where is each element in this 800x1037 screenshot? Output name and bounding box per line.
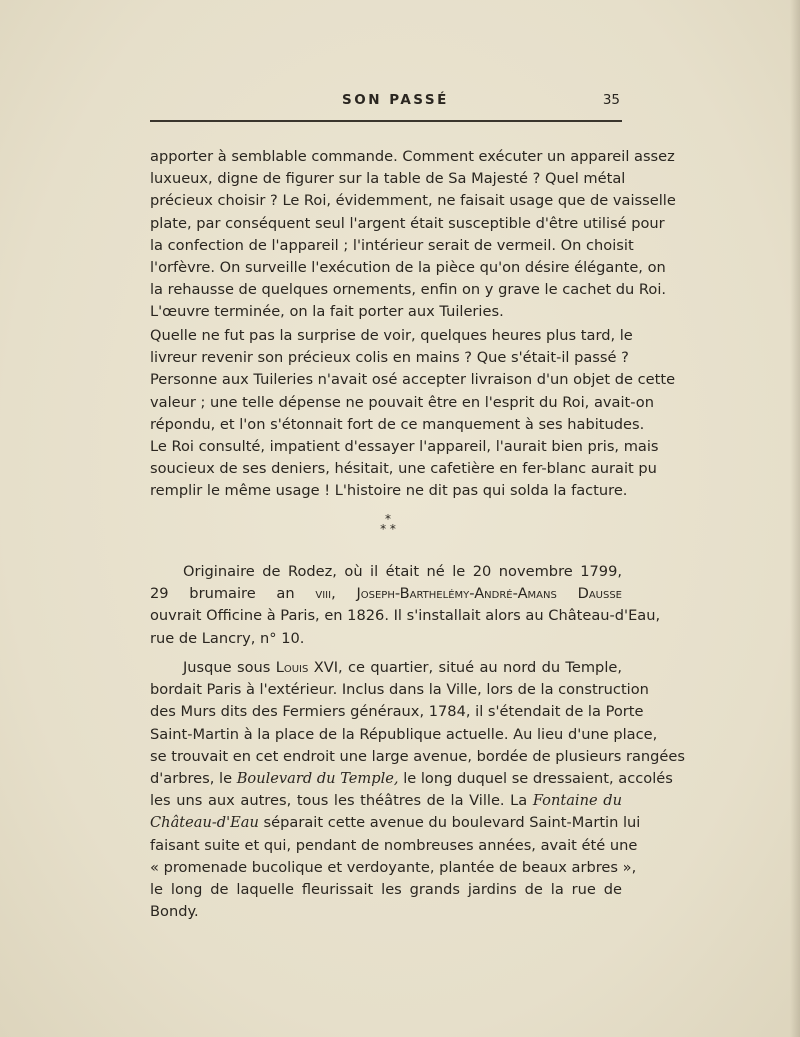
text-line: répondu, et l'on s'étonnait fort de ce manquement à ses habitudes. bbox=[150, 415, 645, 433]
text-line: luxueux, digne de figurer sur la table de Sa Majesté ? Quel métal bbox=[150, 170, 626, 188]
text-line: valeur ; une telle dépense ne pouvait être en l'esprit du Roi, avait-on bbox=[150, 393, 654, 411]
text-line: livreur revenir son précieux colis en mains ? Que s'était-il passé ? bbox=[150, 349, 629, 367]
text-line bbox=[150, 790, 622, 812]
text-run: 29 brumaire an bbox=[150, 585, 316, 603]
text-line: Personne aux Tuileries n'avait osé accepter livraison d'un objet de cette bbox=[150, 371, 676, 389]
text-line: Originaire de Rodez, où il était né le 20 novembre 1799, bbox=[183, 563, 622, 580]
running-title: SON PASSÉ bbox=[342, 92, 449, 108]
text-line: la rehausse de quelques ornements, enfin on y grave le cachet du Roi. bbox=[150, 281, 667, 299]
text-run: Jusque sous bbox=[183, 659, 276, 676]
text-line: plate, par conséquent seul l'argent était susceptible d'être utilisé pour bbox=[150, 214, 665, 232]
text-line bbox=[150, 583, 622, 605]
text-run: , bbox=[331, 585, 357, 603]
text-run: XVI, ce quartier, situé au nord du Temple, bbox=[308, 659, 622, 676]
paragraph-returned-parcel bbox=[150, 325, 676, 503]
text-line: l'orfèvre. On surveille l'exécution de la pièce qu'on désire élégante, on bbox=[150, 259, 666, 277]
text-line: faisant suite et qui, pendant de nombreuses années, avait été une bbox=[150, 836, 638, 854]
text-line: la confection de l'appareil ; l'intérieur serait de vermeil. On choisit bbox=[150, 236, 634, 254]
text-line: ouvrait Officine à Paris, en 1826. Il s'installait alors au Château-d'Eau, bbox=[150, 607, 661, 625]
text-run: séparait cette avenue du boulevard Saint-Martin lui bbox=[258, 814, 641, 832]
text-line bbox=[150, 657, 622, 679]
roman-numeral: viii bbox=[315, 585, 332, 603]
asterism-top: * bbox=[385, 512, 391, 526]
text-line: soucieux de ses deniers, hésitait, une cafetière en fer-blanc aurait pu bbox=[150, 460, 657, 478]
king-name: Louis bbox=[275, 659, 309, 676]
text-line bbox=[150, 768, 673, 790]
paragraph-quarter-history bbox=[150, 657, 685, 923]
page-header bbox=[150, 92, 622, 116]
text-line: bordait Paris à l'extérieur. Inclus dans la Ville, lors de la construction bbox=[150, 681, 649, 699]
text-line: Quelle ne fut pas la surprise de voir, quelques heures plus tard, le bbox=[150, 327, 633, 344]
text-line bbox=[150, 812, 641, 834]
section-asterism bbox=[368, 514, 408, 534]
text-line: L'œuvre terminée, on la fait porter aux Tuileries. bbox=[150, 303, 504, 321]
text-line: remplir le même usage ! L'histoire ne dit pas qui solda la facture. bbox=[150, 482, 628, 500]
paragraph-dausse-origin bbox=[150, 561, 661, 650]
text-run: d'arbres, le bbox=[150, 770, 237, 788]
text-line: apporter à semblable commande. Comment exécuter un appareil assez bbox=[150, 148, 675, 165]
text-line: Le Roi consulté, impatient d'essayer l'appareil, l'aurait bien pris, mais bbox=[150, 438, 659, 456]
italic-place-name: Boulevard du Temple, bbox=[236, 770, 399, 788]
asterism-bottom: * * bbox=[380, 522, 396, 536]
text-run: les uns aux autres, tous les théâtres de la Ville. La bbox=[150, 792, 533, 810]
text-line: des Murs dits des Fermiers généraux, 1784, il s'étendait de la Porte bbox=[150, 703, 644, 721]
person-name: Joseph-Barthelémy-André-Amans Dausse bbox=[356, 585, 623, 603]
text-run: le long duquel se dressaient, accolés bbox=[398, 770, 673, 788]
page-edge-shadow bbox=[790, 0, 800, 1037]
page-number: 35 bbox=[602, 92, 620, 108]
text-line: « promenade bucolique et verdoyante, plantée de beaux arbres », bbox=[150, 858, 637, 876]
text-line: précieux choisir ? Le Roi, évidemment, ne faisait usage que de vaisselle bbox=[150, 192, 676, 210]
italic-place-name: Château-d'Eau bbox=[150, 814, 259, 832]
text-line: se trouvait en cet endroit une large avenue, bordée de plusieurs rangées bbox=[150, 747, 685, 765]
text-line: Saint-Martin à la place de la République actuelle. Au lieu d'une place, bbox=[150, 725, 658, 743]
text-line: le long de laquelle fleurissait les grands jardins de la rue de bbox=[150, 881, 622, 899]
italic-place-name: Fontaine du bbox=[532, 792, 622, 810]
paragraph-coffee-pot-commission bbox=[150, 146, 676, 324]
text-line: rue de Lancry, n° 10. bbox=[150, 629, 305, 647]
text-line: Bondy. bbox=[150, 903, 199, 921]
header-rule bbox=[150, 120, 622, 122]
